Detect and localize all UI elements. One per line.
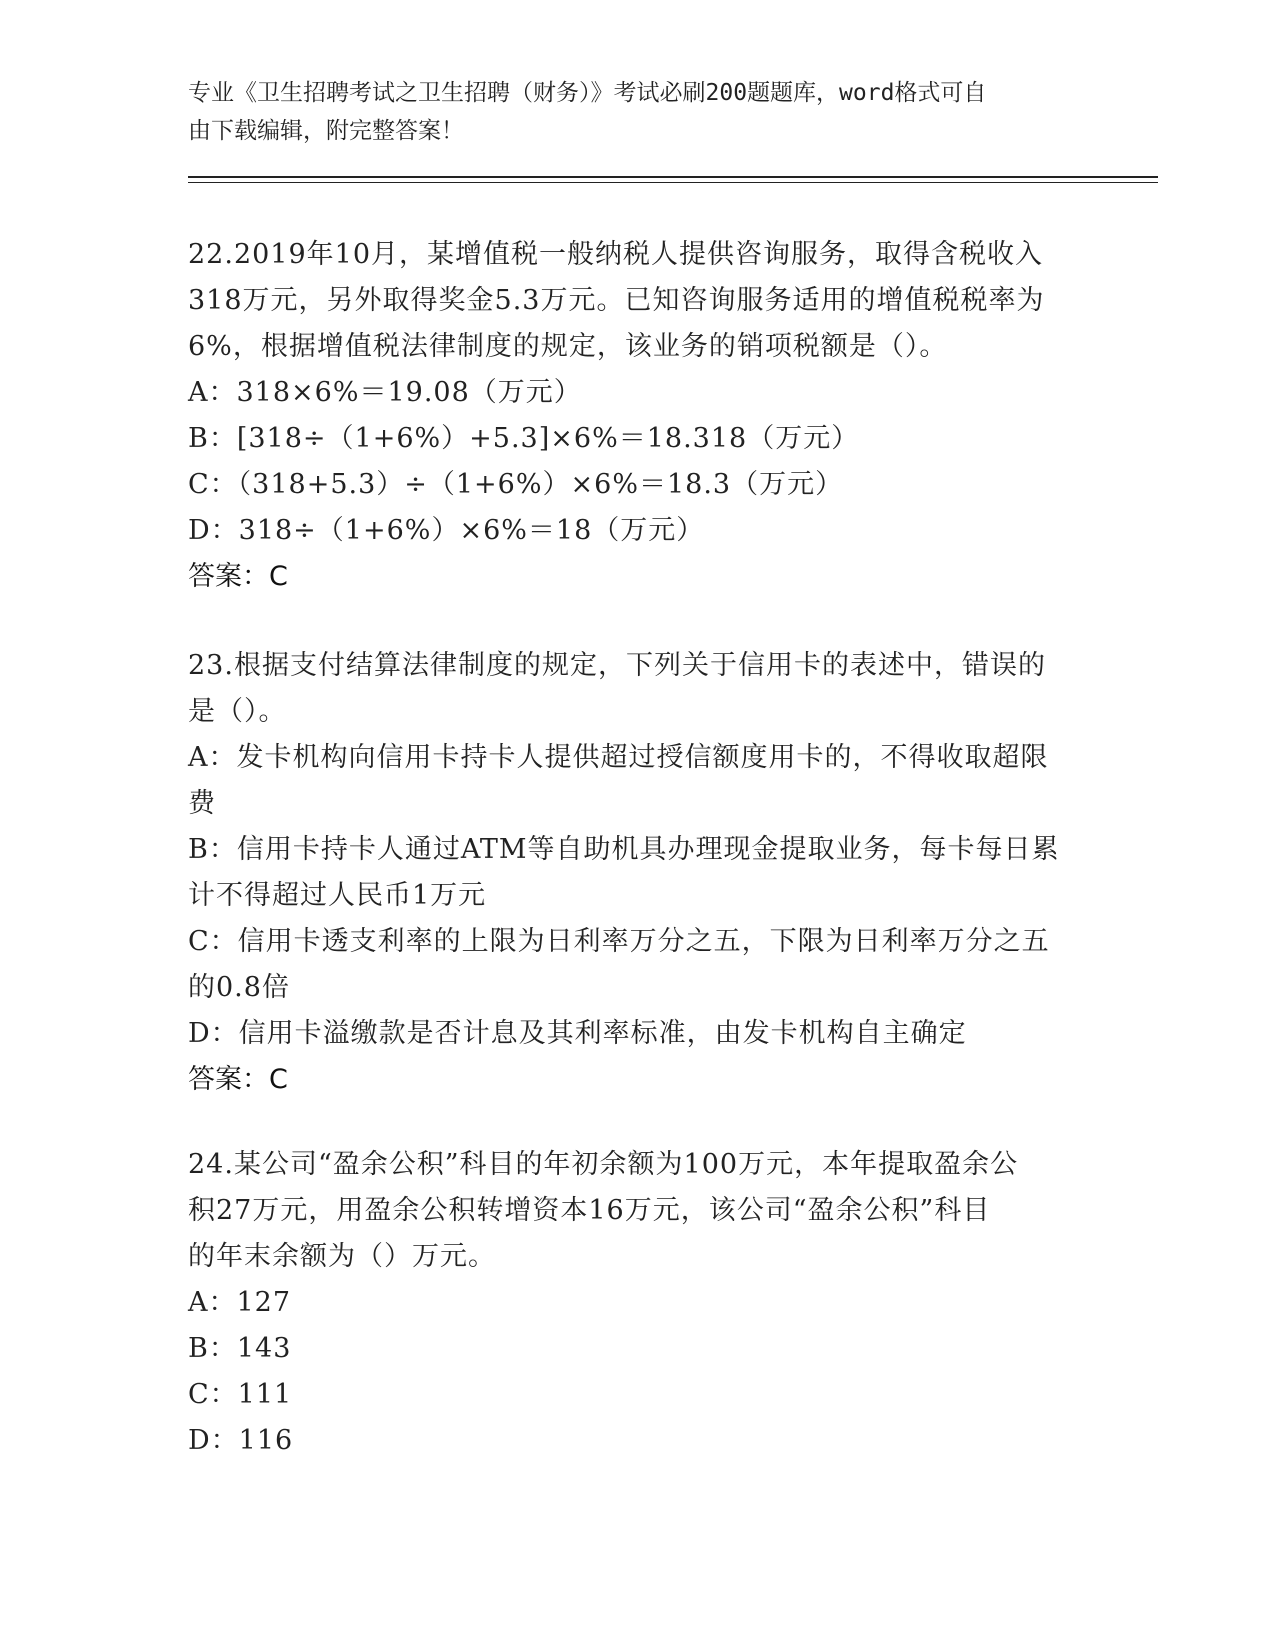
option-a: A：318×6%＝19.08（万元） xyxy=(188,377,582,408)
question-text: 23.根据支付结算法律制度的规定，下列关于信用卡的表述中，错误的 xyxy=(188,650,1046,681)
question-text: 积27万元，用盈余公积转增资本16万元，该公司“盈余公积”科目 xyxy=(188,1195,991,1226)
question-text: 的年末余额为（）万元。 xyxy=(188,1241,496,1272)
option-b-cont: 计不得超过人民币1万元 xyxy=(188,880,487,911)
question-text: 6%，根据增值税法律制度的规定，该业务的销项税额是（）。 xyxy=(188,331,948,362)
question-23 xyxy=(188,643,1088,1103)
option-a-cont: 费 xyxy=(188,788,216,819)
document-header xyxy=(188,74,1088,150)
option-c: C：（318+5.3）÷（1+6%）×6%＝18.3（万元） xyxy=(188,469,844,500)
option-b: B：信用卡持卡人通过ATM等自助机具办理现金提取业务，每卡每日累 xyxy=(188,834,1060,865)
question-24 xyxy=(188,1142,1088,1464)
option-c-cont: 的0.8倍 xyxy=(188,972,290,1003)
option-d: D：318÷（1+6%）×6%＝18（万元） xyxy=(188,515,705,546)
option-d: D：116 xyxy=(188,1425,294,1456)
header-line: 由下载编辑，附完整答案！ xyxy=(188,118,464,144)
option-d: D：信用卡溢缴款是否计息及其利率标准，由发卡机构自主确定 xyxy=(188,1018,967,1049)
question-text: 318万元，另外取得奖金5.3万元。已知咨询服务适用的增值税税率为 xyxy=(188,285,1045,316)
question-22 xyxy=(188,232,1088,600)
option-c: C：111 xyxy=(188,1379,293,1410)
answer-label: 答案：C xyxy=(188,561,288,592)
option-a: A：发卡机构向信用卡持卡人提供超过授信额度用卡的，不得收取超限 xyxy=(188,742,1049,773)
header-line: 专业《卫生招聘考试之卫生招聘（财务）》考试必刷200题题库，word格式可自 xyxy=(188,80,987,106)
answer-label: 答案：C xyxy=(188,1064,288,1095)
header-divider xyxy=(188,176,1158,178)
question-text: 22.2019年10月，某增值税一般纳税人提供咨询服务，取得含税收入 xyxy=(188,239,1044,270)
option-a: A：127 xyxy=(188,1287,292,1318)
option-b: B：[318÷（1+6%）+5.3]×6%＝18.318（万元） xyxy=(188,423,860,454)
option-c: C：信用卡透支利率的上限为日利率万分之五，下限为日利率万分之五 xyxy=(188,926,1050,957)
header-divider xyxy=(188,182,1158,183)
question-text: 是（）。 xyxy=(188,696,287,727)
question-text: 24.某公司“盈余公积”科目的年初余额为100万元，本年提取盈余公 xyxy=(188,1149,1019,1180)
option-b: B：143 xyxy=(188,1333,292,1364)
